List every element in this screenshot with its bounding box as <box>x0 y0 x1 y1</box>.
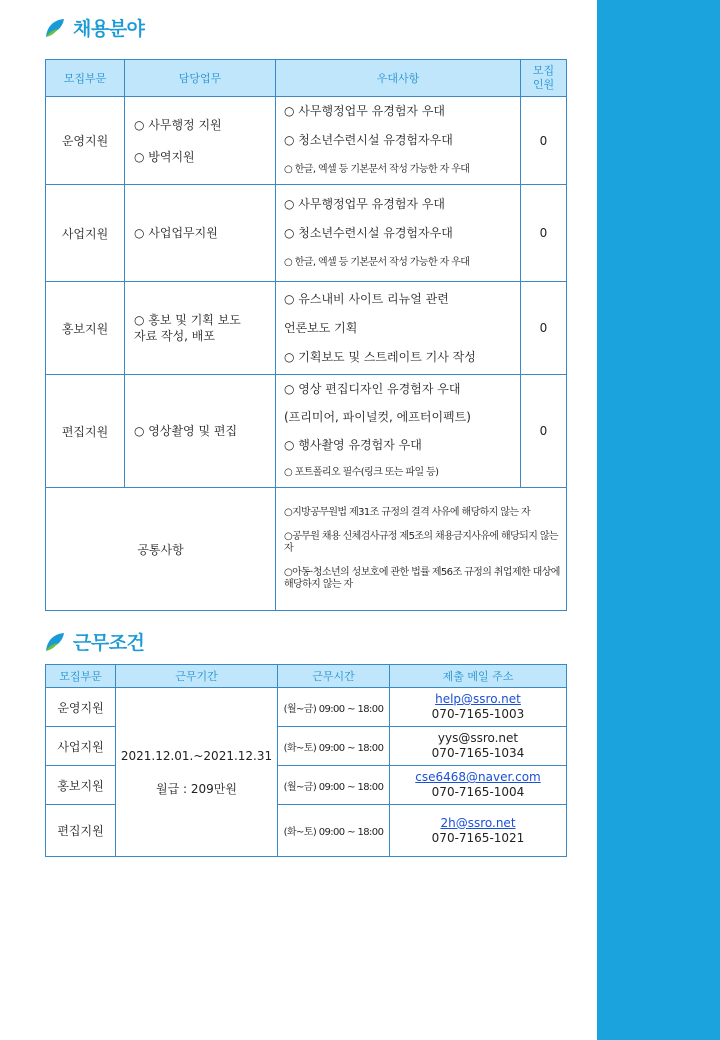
contact-cell <box>390 766 567 805</box>
section-title-conditions <box>44 628 144 655</box>
table-header-row <box>46 60 567 97</box>
leaf-icon <box>44 17 66 39</box>
section-title-text: 근무조건 <box>73 632 145 654</box>
table-row <box>46 97 567 185</box>
task-line: ○ 사업업무지원 <box>134 226 218 240</box>
hours-cell: (월~금) 09:00 ~ 18:00 <box>278 688 390 727</box>
task-line: ○ 방역지원 <box>134 149 195 164</box>
section-title-text: 채용분야 <box>73 18 145 40</box>
task-line: 자료 작성, 배포 <box>134 329 215 343</box>
pref-cell <box>276 185 521 282</box>
header-count-line1: 모집 <box>532 64 555 77</box>
recruit-table <box>45 59 567 611</box>
header-hours: 근무시간 <box>278 665 390 688</box>
count-cell: 0 <box>521 282 567 375</box>
pref-line: ○ 영상 편집디자인 유경험자 우대 <box>284 382 461 396</box>
phone-number: 070-7165-1021 <box>431 830 525 845</box>
pref-line: ○ 행사촬영 유경험자 우대 <box>284 438 422 452</box>
header-contact: 제출 메일 주소 <box>390 665 567 688</box>
conditions-table <box>45 664 567 857</box>
table-row <box>46 185 567 282</box>
table-row <box>46 375 567 488</box>
dept-cell: 편집지원 <box>46 375 125 488</box>
count-cell: 0 <box>521 185 567 282</box>
count-cell: 0 <box>521 375 567 488</box>
common-row <box>46 488 567 611</box>
header-dept: 모집부문 <box>46 665 116 688</box>
pref-cell <box>276 375 521 488</box>
pref-line: ○ 한글, 엑셀 등 기본문서 작성 가능한 자 우대 <box>284 256 470 268</box>
common-item: ○아동·청소년의 성보호에 관한 법률 제56조 규정의 취업제한 대상에 해당하지 않는 자 <box>284 567 560 590</box>
leaf-icon <box>44 631 66 653</box>
email-link[interactable]: help@ssro.net <box>435 692 521 706</box>
dept-cell: 운영지원 <box>46 688 116 727</box>
dept-cell: 홍보지원 <box>46 282 125 375</box>
task-line: ○ 홍보 및 기획 보도 <box>134 313 241 327</box>
period-cell <box>116 688 278 857</box>
task-cell <box>125 97 276 185</box>
hours-cell: (월~금) 09:00 ~ 18:00 <box>278 766 390 805</box>
contact-cell <box>390 688 567 727</box>
pref-line: ○ 청소년수련시설 유경험자우대 <box>284 225 453 240</box>
table-row <box>46 688 567 727</box>
pref-line: ○ 기획보도 및 스트레이트 기사 작성 <box>284 349 476 364</box>
pref-cell <box>276 97 521 185</box>
pref-line: ○ 포트폴리오 필수(링크 또는 파일 등) <box>284 467 439 478</box>
common-list-cell <box>276 488 567 611</box>
task-line: ○ 사무행정 지원 <box>134 117 222 132</box>
dept-cell: 사업지원 <box>46 185 125 282</box>
contact-cell <box>390 727 567 766</box>
header-pref: 우대사항 <box>276 60 521 97</box>
task-cell <box>125 375 276 488</box>
pref-line: (프리미어, 파이널컷, 에프터이펙트) <box>284 410 471 424</box>
pref-line: ○ 한글, 엑셀 등 기본문서 작성 가능한 자 우대 <box>284 164 470 175</box>
work-period: 2021.12.01.~2021.12.31 <box>120 748 273 763</box>
count-cell: 0 <box>521 97 567 185</box>
hours-cell: (화~토) 09:00 ~ 18:00 <box>278 727 390 766</box>
section-title-recruit <box>44 14 144 41</box>
common-list <box>276 505 566 593</box>
dept-cell: 사업지원 <box>46 727 116 766</box>
pref-line: ○ 사무행정업무 유경험자 우대 <box>284 196 446 211</box>
common-label: 공통사항 <box>46 488 276 611</box>
dept-cell: 홍보지원 <box>46 766 116 805</box>
phone-number: 070-7165-1003 <box>431 707 525 721</box>
pref-cell <box>276 282 521 375</box>
task-cell <box>125 282 276 375</box>
header-period: 근무기간 <box>116 665 278 688</box>
side-accent-bar <box>597 0 720 1040</box>
dept-cell: 운영지원 <box>46 97 125 185</box>
header-count <box>521 60 567 97</box>
task-line: ○ 영상촬영 및 편집 <box>134 424 238 438</box>
pref-line: 언론보도 기획 <box>284 320 358 335</box>
pref-line: ○ 유스내비 사이트 리뉴얼 관련 <box>284 291 449 306</box>
common-item: ○지방공무원법 제31조 규정의 결격 사유에 해당하지 않는 자 <box>284 507 531 518</box>
contact-cell <box>390 805 567 857</box>
dept-cell: 편집지원 <box>46 805 116 857</box>
header-count-line2: 인원 <box>532 78 555 91</box>
table-row <box>46 282 567 375</box>
phone-number: 070-7165-1004 <box>431 785 525 799</box>
task-cell <box>125 185 276 282</box>
header-task: 담당업무 <box>125 60 276 97</box>
hours-cell: (화~토) 09:00 ~ 18:00 <box>278 805 390 857</box>
header-dept: 모집부문 <box>46 60 125 97</box>
common-item: ○공무원 채용 신체검사규정 제5조의 채용금지사유에 해당되지 않는 자 <box>284 531 558 554</box>
email-link[interactable]: 2h@ssro.net <box>440 815 516 830</box>
table-header-row <box>46 665 567 688</box>
pref-line: ○ 청소년수련시설 유경험자우대 <box>284 133 453 147</box>
email-link: yys@ssro.net <box>437 731 519 745</box>
email-link[interactable]: cse6468@naver.com <box>415 770 541 784</box>
phone-number: 070-7165-1034 <box>431 746 525 760</box>
pref-line: ○ 사무행정업무 유경험자 우대 <box>284 104 446 118</box>
monthly-pay: 월급 : 209만원 <box>156 781 237 796</box>
